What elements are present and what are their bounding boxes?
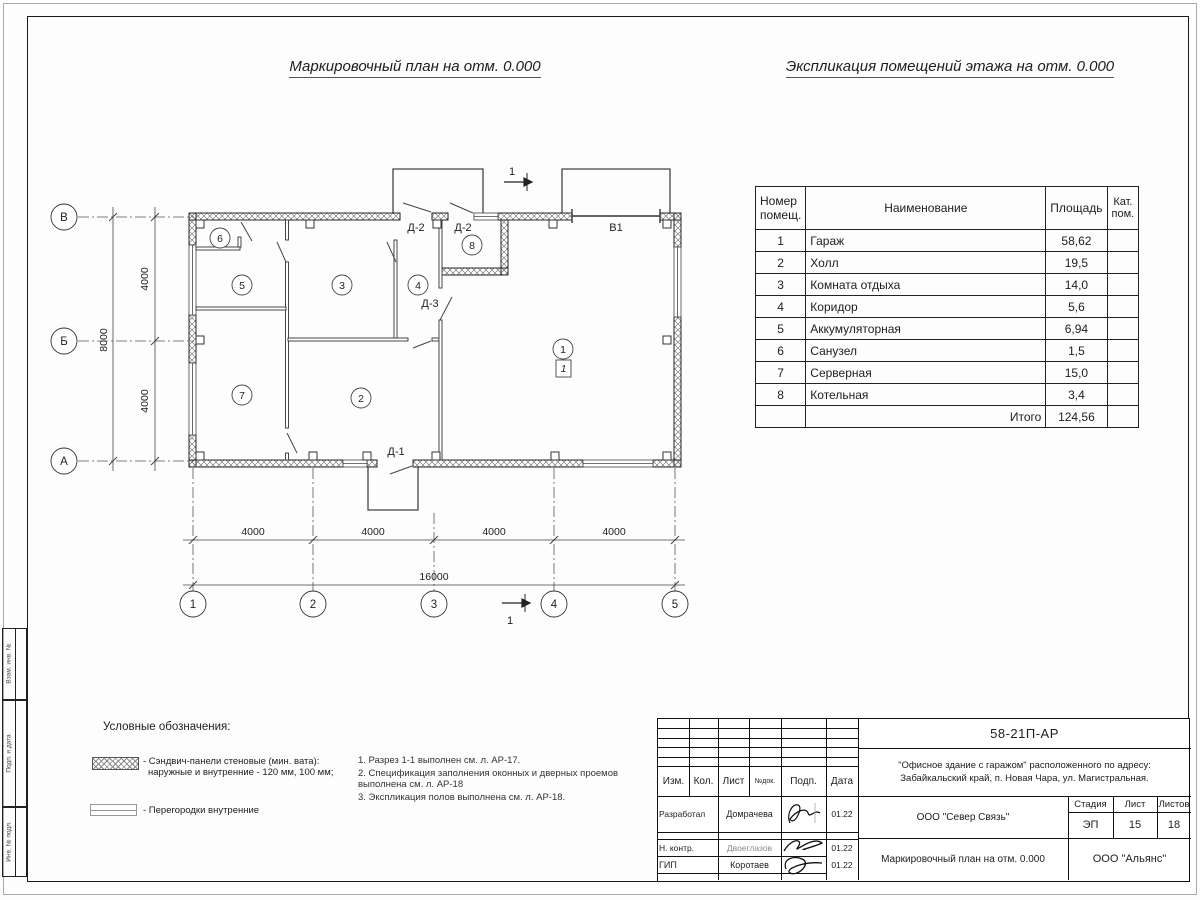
total-area: 124,56 — [1046, 406, 1107, 428]
axis-letter-v: В — [60, 212, 68, 224]
col-header-cat: Кат. пом. — [1107, 187, 1139, 230]
signature-korotaev — [778, 833, 830, 881]
sheet-label: Лист — [1124, 798, 1146, 810]
entrance-porch — [368, 467, 418, 510]
door-label-d3: Д-3 — [421, 298, 439, 310]
dim-4000-h2: 4000 — [361, 526, 385, 538]
table-row: 7 Серверная 15,0 — [756, 362, 1139, 384]
role-razrabotal: Разработал — [659, 809, 706, 819]
room-7: 7 — [239, 390, 245, 402]
col-header-name: Наименование — [806, 187, 1046, 230]
section-num-top: 1 — [508, 166, 516, 178]
side-stamp-podp: Подп. и дата — [2, 700, 27, 807]
col-data: Дата — [830, 775, 854, 787]
name-domracheva: Домрачева — [726, 809, 773, 819]
legend-item-2: - Перегородки внутренние — [143, 805, 260, 816]
note-3: 3. Экспликация полов выполнена см. л. АР-18. — [358, 791, 566, 803]
col-header-area: Площадь — [1046, 187, 1107, 230]
legend-item-1: - Сэндвич-панели стеновые (мин. вата): наружные и внутренние - 120 мм, 100 мм; — [143, 756, 334, 778]
col-list: Лист — [722, 775, 745, 787]
room-8: 8 — [469, 240, 475, 252]
date-2: 01.22 — [831, 842, 853, 853]
stage-label: Стадия — [1074, 798, 1107, 810]
partitions — [196, 220, 442, 460]
date-3: 01.22 — [831, 859, 853, 870]
col-kol: Кол. — [693, 775, 714, 787]
section-num-bottom: 1 — [506, 615, 514, 627]
door-label-d1: Д-1 — [387, 446, 405, 458]
sheets-label: Листов — [1158, 798, 1190, 810]
axis-num-3: 3 — [430, 599, 438, 611]
sheets-value: 18 — [1167, 819, 1181, 831]
legend-heading: Условные обозначения: — [103, 721, 231, 733]
drawing-title: Маркировочный план на отм. 0.000 — [881, 853, 1045, 865]
room-5: 5 — [239, 280, 245, 292]
sheet-value: 15 — [1128, 819, 1142, 831]
table-row: 1 Гараж 58,62 — [756, 230, 1139, 252]
room-2: 2 — [358, 393, 364, 405]
table-row: 3 Комната отдыха 14,0 — [756, 274, 1139, 296]
dim-4000-v1: 4000 — [139, 267, 151, 291]
table-row: 8 Котельная 3,4 — [756, 384, 1139, 406]
org-name: ООО "Север Связь" — [916, 811, 1010, 823]
gate-b1 — [572, 209, 660, 223]
name-dvoeglazov: Двоеглазов — [726, 842, 773, 853]
role-nkontr: Н. контр. — [659, 842, 695, 853]
room-3: 3 — [339, 280, 345, 292]
gate-label-b1: В1 — [609, 222, 623, 234]
dim-16000: 16000 — [419, 571, 449, 583]
note-1: 1. Разрез 1-1 выполнен см. л. АР-17. — [358, 755, 521, 766]
room-circles — [210, 228, 573, 408]
legend-swatch-sandwich-panel — [92, 757, 139, 770]
room-4: 4 — [415, 280, 421, 292]
dim-8000: 8000 — [98, 328, 110, 352]
door-label-d2b: Д-2 — [454, 222, 472, 234]
name-korotaev: Коротаев — [730, 859, 769, 870]
side-stamp-inv: Инв. № подл. — [2, 807, 27, 877]
door-label-d2a: Д-2 — [407, 222, 425, 234]
col-ndok: №док. — [754, 777, 776, 785]
axis-num-4: 4 — [550, 599, 558, 611]
col-izm: Изм. — [662, 775, 685, 787]
axis-num-2: 2 — [309, 599, 317, 611]
floor-plan — [0, 0, 760, 660]
entrance-canopies — [393, 169, 670, 213]
table-row: 5 Аккумуляторная 6,94 — [756, 318, 1139, 340]
room-6: 6 — [217, 233, 223, 245]
axis-letter-a: А — [60, 456, 68, 468]
floor-mark: 1 — [560, 363, 567, 375]
room-1: 1 — [560, 344, 566, 356]
dim-4000-h3: 4000 — [482, 526, 506, 538]
axis-num-5: 5 — [671, 599, 679, 611]
title-block — [657, 718, 1190, 882]
doc-code: 58-21П-АР — [990, 726, 1059, 741]
table-row: 4 Коридор 5,6 — [756, 296, 1139, 318]
room-schedule-table — [755, 186, 1139, 428]
legend-swatch-partition — [90, 804, 137, 816]
signature-domracheva — [782, 797, 826, 831]
table-total-row — [756, 406, 1139, 428]
plan-title: Маркировочный план на отм. 0.000 — [250, 58, 580, 75]
role-gip: ГИП — [659, 859, 677, 870]
stage-value: ЭП — [1082, 819, 1099, 831]
dim-4000-h1: 4000 — [241, 526, 265, 538]
total-label: Итого — [806, 406, 1046, 428]
col-podp: Подп. — [790, 775, 817, 787]
table-row: 2 Холл 19,5 — [756, 252, 1139, 274]
dim-4000-v2: 4000 — [139, 389, 151, 413]
org2-name: ООО "Альянс" — [1092, 853, 1167, 865]
table-row: 6 Санузел 1,5 — [756, 340, 1139, 362]
col-header-num: Номер помещ. — [756, 187, 806, 230]
dim-4000-h4: 4000 — [602, 526, 626, 538]
side-stamp-vzam: Взам. инв. № — [2, 628, 27, 700]
section-mark-bottom — [502, 594, 530, 612]
schedule-title: Экспликация помещений этажа на отм. 0.000 — [765, 58, 1135, 75]
date-1: 01.22 — [831, 809, 853, 819]
drawing-notes — [358, 755, 638, 804]
axis-num-1: 1 — [189, 599, 197, 611]
note-2: 2. Спецификация заполнения оконных и дверных проемов выполнена см. л. АР-18 — [358, 767, 619, 790]
axis-letter-b: Б — [60, 336, 68, 348]
project-address: "Офисное здание с гаражом" расположенного по адресу: Забайкальский край, п. Новая Чара, ул. Магистральная. — [898, 760, 1151, 784]
